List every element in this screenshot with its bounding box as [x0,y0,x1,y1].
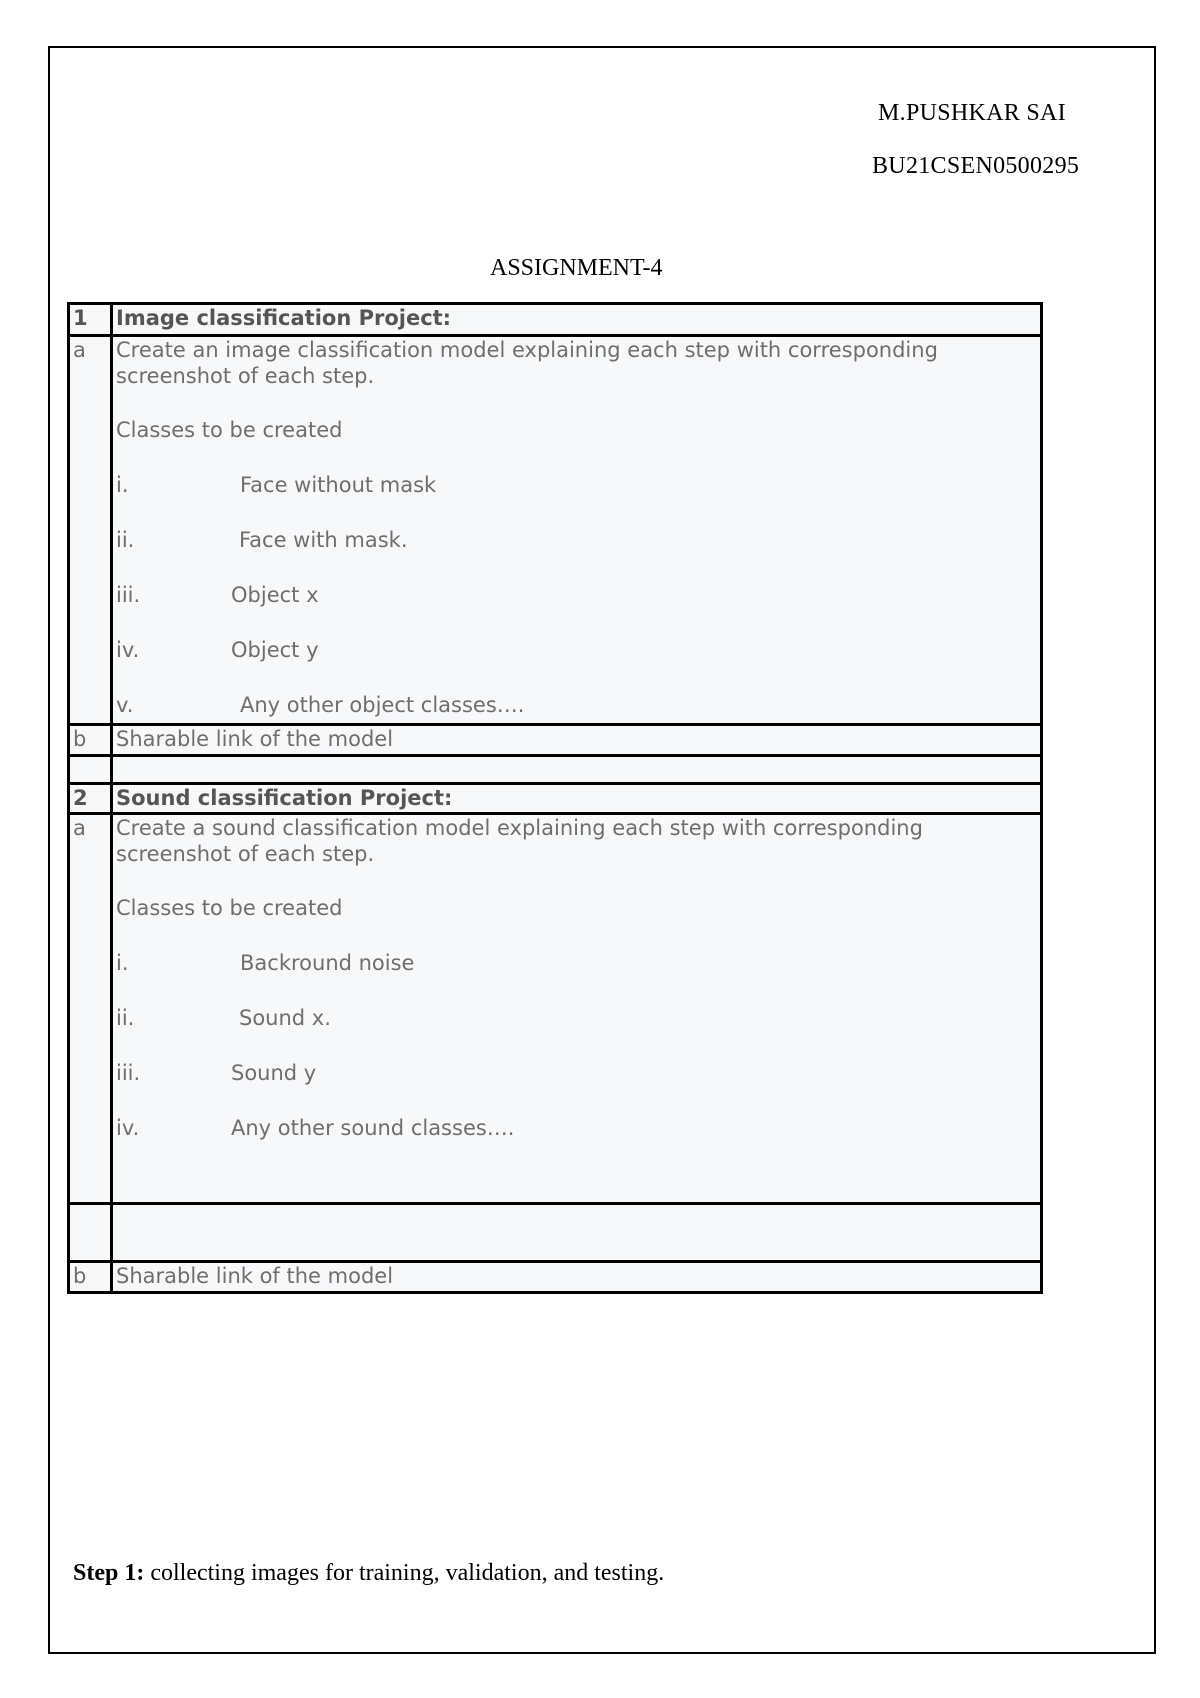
list-item-text: Sound y [231,1061,317,1085]
list-item-numeral: iv. [116,1116,140,1140]
empty-cell [69,756,112,784]
author-name: M.PUSHKAR SAI [878,100,1066,126]
list-item [116,692,1040,718]
part-content [112,814,1042,1204]
classes-label: Classes to be created [116,896,343,920]
share-link-label: Sharable link of the model [112,725,1042,756]
step-text: collecting images for training, validation, and testing. [150,1560,665,1586]
list-item-numeral: iii. [116,583,141,607]
list-item [116,1060,1040,1086]
list-item-numeral: iv. [116,638,140,662]
list-item [116,527,1040,553]
assignment-title: ASSIGNMENT-4 [490,255,663,281]
list-item [116,1005,1040,1031]
table-row [69,756,1042,784]
empty-cell [69,1204,112,1262]
list-item [116,950,1040,976]
list-item-numeral: iii. [116,1061,141,1085]
question-number: 2 [69,784,112,814]
empty-cell [112,756,1042,784]
table-row [69,784,1042,814]
part-content [112,336,1042,725]
part-label: b [69,725,112,756]
table-row [69,336,1042,725]
table-row [69,725,1042,756]
list-item [116,1115,1040,1141]
list-item-text: Sound x. [239,1006,331,1030]
table-row [69,1262,1042,1293]
empty-cell [112,1204,1042,1262]
list-item-numeral: ii. [116,1006,135,1030]
list-item [116,637,1040,663]
list-item-text: Face without mask [240,473,437,497]
list-item [116,472,1040,498]
list-item-text: Any other sound classes…. [231,1116,515,1140]
list-item-numeral: v. [116,693,134,717]
list-item-text: Any other object classes…. [240,693,525,717]
list-item-text: Object y [231,638,319,662]
part-label: a [69,336,112,725]
list-item-text: Backround noise [240,951,415,975]
list-item-numeral: i. [116,951,129,975]
list-item-numeral: i. [116,473,129,497]
step-label: Step 1: [73,1560,145,1586]
part-intro: Create an image classification model explaining each step with corresponding screenshot of each step. [116,338,938,388]
assignment-table [67,302,1043,1294]
share-link-label: Sharable link of the model [112,1262,1042,1293]
table-row [69,814,1042,1204]
table-row [69,1204,1042,1262]
question-heading: Image classification Project: [112,304,1042,336]
classes-label: Classes to be created [116,418,343,442]
list-item [116,582,1040,608]
table-row [69,304,1042,336]
list-item-text: Object x [231,583,319,607]
part-label: b [69,1262,112,1293]
part-label: a [69,814,112,1204]
question-number: 1 [69,304,112,336]
step-line [73,1560,664,1587]
author-id: BU21CSEN0500295 [872,153,1080,179]
list-item-text: Face with mask. [239,528,408,552]
list-item-numeral: ii. [116,528,135,552]
part-intro: Create a sound classification model explaining each step with corresponding screenshot of each step. [116,816,923,866]
assignment-table-wrap [67,302,1043,1294]
question-heading: Sound classification Project: [112,784,1042,814]
